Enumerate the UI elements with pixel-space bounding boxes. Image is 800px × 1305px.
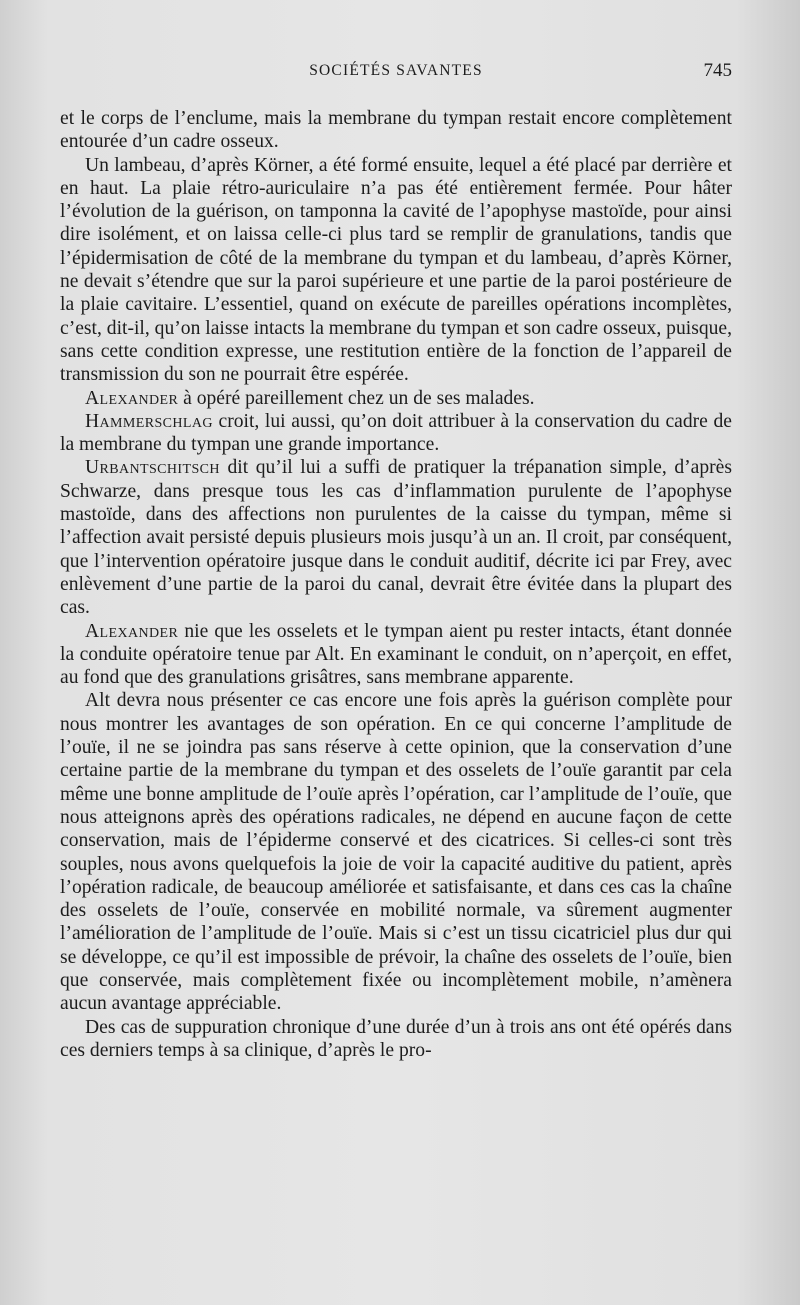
paragraph	[60, 1016, 732, 1063]
paragraph-text: croit, lui aussi, qu’on doit attribuer à la conservation du cadre de la membrane du tympan une grande importance.	[60, 410, 733, 456]
speaker-name: Alexander	[85, 387, 179, 409]
paragraph	[60, 410, 732, 457]
body-text	[60, 107, 732, 1062]
paragraph-text: dit qu’il lui a suffi de pratiquer la trépanation simple, d’après Schwarze, dans presque tous les cas d’inflammation purulente de l’apophyse mastoïde, dans des affections non purulentes de la caisse du tympan, même si l’affection avait persisté depuis plusieurs mois jusqu’à un an. Il croit, par conséquent, que l’intervention opératoire jusque dans le conduit auditif, décrite ici par Frey, avec enlèvement d’une partie de la paroi du canal, devrait être évitée dans la plupart des cas.	[60, 457, 732, 619]
paragraph	[60, 620, 732, 690]
page-number: 745	[703, 60, 732, 81]
paragraph	[60, 387, 732, 410]
paragraph	[60, 456, 732, 619]
paragraph-text: Un lambeau, d’après Körner, a été formé ensuite, lequel a été placé par derrière et en haut. La plaie rétro-auriculaire n’a pas été entièrement fermée. Pour hâter l’évolution de la guérison, on tamponna la cavité de l’apophyse mastoïde, pour ainsi dire isolément, et on laissa celle-ci plus tard se remplir de granulations, tandis que l’épidermisation de côté de la membrane du tympan et du lambeau, d’après Körner, ne devait s’étendre que sur la paroi supérieure et une partie de la paroi postérieure de la plaie cavitaire. L’essentiel, quand on exécute de pareilles opérations incomplètes, c’est, dit-il, qu’on laisse intacts la membrane du tympan et son cadre osseux, puisque, sans cette condition expresse, une restitution entière de la fonction de l’appareil de transmission du son ne pourrait être espérée.	[60, 154, 733, 386]
paragraph	[60, 689, 732, 1015]
speaker-name: Urbantschitsch	[85, 457, 220, 479]
paragraph-text: Des cas de suppuration chronique d’une durée d’un à trois ans ont été opérés dans ces derniers temps à sa clinique, d’après le pro-	[60, 1016, 732, 1061]
paragraph-text: et le corps de l’enclume, mais la membrane du tympan restait encore complètement entourée d’un cadre osseux.	[60, 108, 732, 153]
paragraph-text: Alt devra nous présenter ce cas encore une fois après la guérison complète pour nous montrer les avantages de son opération. En ce qui concerne l’amplitude de l’ouïe, il ne se joindra pas sans réserve à cette opinion, que la conservation d’une certaine partie de la membrane du tympan et des osselets de l’ouïe garantit par cela même une bonne amplitude de l’ouïe après l’opération, car l’amplitude de l’ouïe, que nous atteignons après des opérations radicales, ne dépend en aucune façon de cette conservation, mais de l’épiderme conservé et des cicatrices. Si celles-ci sont très souples, nous avons quelquefois la joie de voir la capacité auditive du patient, après l’opération radicale, de beaucoup améliorée et satisfaisante, et dans ces cas la chaîne des osselets de l’ouïe, conservée en mobilité normale, va sûrement augmenter l’amélioration de l’amplitude de l’ouïe. Mais si c’est un tissu cicatriciel plus dur qui se développe, ce qu’il est impossible de prévoir, la chaîne des osselets de l’ouïe, bien que conservée, mais complètement fixée ou incomplètement mobile, n’amènera aucun avantage appréciable.	[60, 690, 732, 1015]
paragraph	[60, 154, 732, 387]
paragraph	[60, 107, 732, 154]
speaker-name: Alexander	[85, 620, 179, 642]
paragraph-text: nie que les osselets et le tympan aient pu rester intacts, étant donnée la conduite opératoire tenue par Alt. En examinant le conduit, on n’aperçoit, en effet, au fond que des granulations grisâtres, sans membrane apparente.	[60, 620, 732, 689]
running-head: SOCIÉTÉS SAVANTES	[309, 62, 483, 79]
paragraph-text: à opéré pareillement chez un de ses malades.	[183, 387, 535, 409]
speaker-name: Hammerschlag	[85, 410, 213, 432]
page-header	[60, 62, 732, 84]
